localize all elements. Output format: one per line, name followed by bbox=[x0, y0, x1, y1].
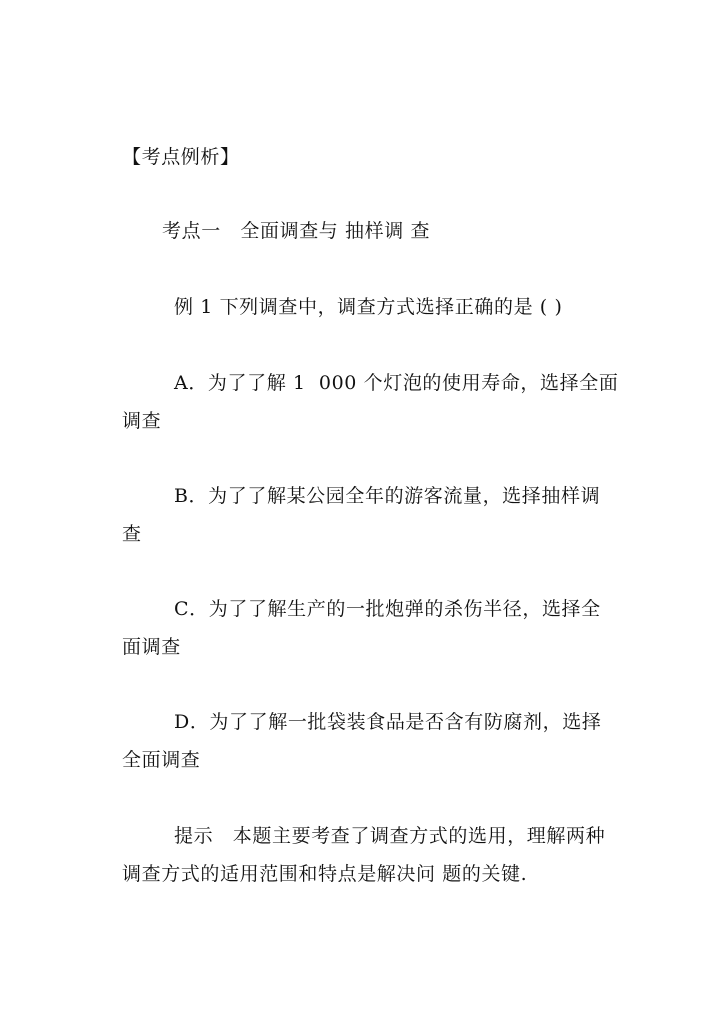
option-d-line1: D．为了了解一批袋装食品是否含有防腐剂，选择 bbox=[174, 711, 602, 733]
option-d bbox=[122, 703, 612, 779]
section-heading: 【考点例析】 bbox=[122, 146, 240, 168]
option-b-line2: 查 bbox=[122, 523, 142, 545]
hint-paragraph bbox=[122, 817, 612, 893]
option-c bbox=[122, 590, 612, 666]
hint-line2: 调查方式的适用范围和特点是解决问 题的关键. bbox=[122, 863, 528, 885]
topic-heading: 考点一 全面调查与 抽样调 查 bbox=[162, 220, 431, 242]
option-a bbox=[122, 364, 619, 440]
option-a-line1: A．为了了解 1 000 个灯泡的使用寿命，选择全面 bbox=[174, 372, 619, 394]
example-question: 例 1 下列调查中，调查方式选择正确的是 ( ) bbox=[174, 296, 563, 318]
option-d-line2: 全面调查 bbox=[122, 749, 201, 771]
option-b-line1: B．为了了解某公园全年的游客流量，选择抽样调 bbox=[174, 485, 601, 507]
option-c-line1: C．为了了解生产的一批炮弹的杀伤半径，选择全 bbox=[174, 598, 601, 620]
option-c-line2: 面调查 bbox=[122, 636, 181, 658]
option-b bbox=[122, 477, 612, 553]
hint-line1: 提示 本题主要考查了调查方式的选用，理解两种 bbox=[174, 825, 606, 847]
option-a-line2: 调查 bbox=[122, 410, 162, 432]
